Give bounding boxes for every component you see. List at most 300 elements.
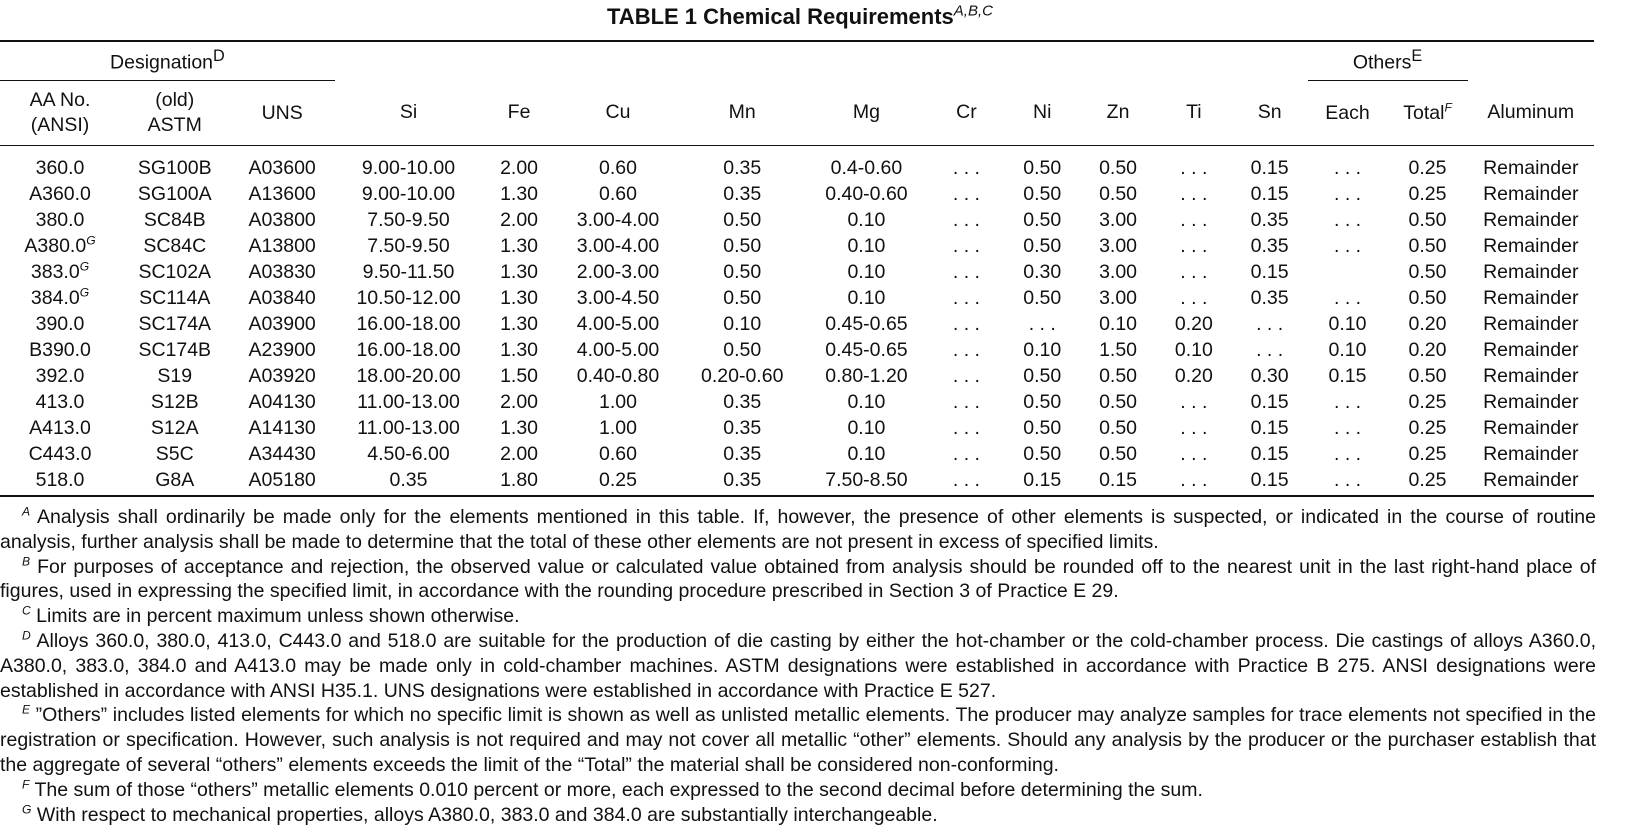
cell-aa bbox=[0, 233, 120, 259]
column-header-al-line1: Aluminum bbox=[1487, 101, 1575, 124]
cell-total bbox=[1388, 181, 1468, 207]
cell-al bbox=[1468, 285, 1594, 311]
cell-si bbox=[335, 181, 482, 207]
cell-cu bbox=[556, 259, 680, 285]
cell-total-value: 0.20 bbox=[1408, 313, 1447, 335]
cell-ni bbox=[1004, 311, 1080, 337]
cell-uns bbox=[230, 207, 335, 233]
cell-aa-value: 392.0 bbox=[35, 365, 85, 387]
cell-sn-value: 0.35 bbox=[1250, 287, 1289, 309]
column-header-sn-line1: Sn bbox=[1257, 101, 1282, 124]
cell-ni-value: 0.50 bbox=[1023, 235, 1062, 257]
cell-uns-value: A03800 bbox=[248, 209, 316, 231]
cell-zn bbox=[1080, 207, 1156, 233]
cell-astm bbox=[120, 207, 229, 233]
cell-total bbox=[1388, 415, 1468, 441]
cell-al bbox=[1468, 441, 1594, 467]
column-header-mn-line1: Mn bbox=[728, 101, 756, 124]
cell-al bbox=[1468, 311, 1594, 337]
cell-si-value: 4.50-6.00 bbox=[367, 443, 450, 465]
cell-si-value: 16.00-18.00 bbox=[356, 339, 461, 361]
cell-cu bbox=[556, 415, 680, 441]
cell-uns-value: A03600 bbox=[248, 157, 316, 179]
cell-astm-value: S12B bbox=[150, 391, 199, 413]
cell-total bbox=[1388, 259, 1468, 285]
cell-zn bbox=[1080, 389, 1156, 415]
cell-each bbox=[1308, 337, 1388, 363]
cell-fe bbox=[482, 233, 556, 259]
cell-si bbox=[335, 337, 482, 363]
cell-zn-value: 3.00 bbox=[1099, 287, 1138, 309]
table-row bbox=[0, 363, 1594, 389]
cell-sn bbox=[1232, 311, 1308, 337]
cell-ti bbox=[1156, 415, 1232, 441]
footnote-g bbox=[0, 803, 1596, 828]
cell-ti bbox=[1156, 337, 1232, 363]
cell-cr-value: . . . bbox=[952, 443, 980, 465]
cell-uns bbox=[230, 389, 335, 415]
cell-fe-value: 1.30 bbox=[500, 183, 539, 205]
cell-total bbox=[1388, 467, 1468, 496]
cell-total bbox=[1388, 146, 1468, 182]
cell-each bbox=[1308, 467, 1388, 496]
cell-each-value: . . . bbox=[1333, 157, 1362, 179]
column-header-fe bbox=[482, 81, 556, 146]
cell-ni bbox=[1004, 259, 1080, 285]
cell-total-value: 0.25 bbox=[1408, 183, 1447, 205]
cell-cu bbox=[556, 146, 680, 182]
cell-ni bbox=[1004, 467, 1080, 496]
cell-fe-value: 1.30 bbox=[500, 417, 539, 439]
cell-each bbox=[1308, 441, 1388, 467]
cell-ti-value: . . . bbox=[1180, 261, 1208, 283]
cell-cr bbox=[929, 181, 1005, 207]
cell-cr bbox=[929, 415, 1005, 441]
cell-mg-value: 0.4-0.60 bbox=[830, 157, 903, 179]
column-header-each-line1: Each bbox=[1325, 101, 1370, 124]
cell-ti bbox=[1156, 389, 1232, 415]
cell-ti-value: 0.20 bbox=[1174, 313, 1213, 335]
cell-si bbox=[335, 363, 482, 389]
column-header-uns bbox=[230, 81, 335, 146]
cell-fe-value: 1.30 bbox=[500, 339, 539, 361]
cell-cu bbox=[556, 207, 680, 233]
cell-al-value: Remainder bbox=[1483, 261, 1579, 283]
cell-mn-value: 0.50 bbox=[723, 339, 762, 361]
cell-mn bbox=[680, 415, 804, 441]
cell-si bbox=[335, 467, 482, 496]
cell-aa bbox=[0, 467, 120, 496]
cell-al-value: Remainder bbox=[1483, 235, 1579, 257]
cell-cu-value: 4.00-5.00 bbox=[576, 339, 660, 361]
cell-mn-value: 0.35 bbox=[723, 157, 762, 179]
cell-sn-value: 0.15 bbox=[1250, 391, 1289, 413]
cell-al bbox=[1468, 389, 1594, 415]
cell-ti bbox=[1156, 285, 1232, 311]
cell-al-value: Remainder bbox=[1483, 287, 1579, 309]
cell-si-value: 0.35 bbox=[389, 469, 428, 491]
cell-aa-value: A380.0 bbox=[24, 235, 87, 257]
column-header-mn bbox=[680, 81, 804, 146]
cell-al-value: Remainder bbox=[1483, 339, 1579, 361]
table-row bbox=[0, 311, 1594, 337]
column-header-cu-line1: Cu bbox=[605, 101, 631, 124]
footnote-text: Limits are in percent maximum unless shown otherwise. bbox=[30, 605, 520, 628]
cell-ti-value: . . . bbox=[1180, 209, 1208, 231]
cell-sn bbox=[1232, 337, 1308, 363]
cell-mn bbox=[680, 181, 804, 207]
others-group-header bbox=[1308, 41, 1468, 81]
cell-uns-value: A34430 bbox=[248, 443, 316, 465]
header-group-row bbox=[0, 41, 1594, 81]
cell-al bbox=[1468, 181, 1594, 207]
footnote-mark: E bbox=[22, 702, 31, 717]
cell-astm-value: S12A bbox=[150, 417, 199, 439]
cell-mn-value: 0.35 bbox=[723, 183, 762, 205]
cell-total bbox=[1388, 207, 1468, 233]
table-row bbox=[0, 259, 1594, 285]
column-header-ti-line1: Ti bbox=[1186, 101, 1202, 124]
footnote-mark: G bbox=[22, 802, 32, 817]
cell-cr bbox=[929, 285, 1005, 311]
table-row bbox=[0, 467, 1594, 496]
cell-ti-value: . . . bbox=[1180, 157, 1208, 179]
cell-sn bbox=[1232, 146, 1308, 182]
table-row bbox=[0, 389, 1594, 415]
cell-ni bbox=[1004, 181, 1080, 207]
cell-si bbox=[335, 146, 482, 182]
cell-uns bbox=[230, 337, 335, 363]
table-row bbox=[0, 233, 1594, 259]
cell-zn-value: 0.50 bbox=[1099, 365, 1138, 387]
cell-sn-value: 0.15 bbox=[1250, 443, 1289, 465]
cell-ni bbox=[1004, 207, 1080, 233]
cell-al-value: Remainder bbox=[1483, 469, 1579, 491]
column-header-astm-line1: (old) bbox=[155, 89, 195, 111]
cell-fe bbox=[482, 467, 556, 496]
footnote-mark: C bbox=[22, 603, 31, 618]
cell-uns-value: A23900 bbox=[248, 339, 316, 361]
cell-sn-value: 0.15 bbox=[1250, 261, 1289, 283]
cell-uns bbox=[230, 259, 335, 285]
chemical-requirements-table bbox=[0, 40, 1594, 497]
cell-total-value: 0.50 bbox=[1408, 209, 1447, 231]
table-title-footnote-marks: A,B,C bbox=[953, 2, 993, 20]
cell-mg-value: 0.45-0.65 bbox=[825, 339, 908, 361]
cell-zn-value: 0.15 bbox=[1099, 469, 1138, 491]
cell-astm bbox=[120, 285, 229, 311]
cell-cu bbox=[556, 363, 680, 389]
cell-sn bbox=[1232, 259, 1308, 285]
footnote-d bbox=[0, 629, 1596, 703]
cell-ti-value: 0.10 bbox=[1174, 339, 1213, 361]
cell-sn bbox=[1232, 207, 1308, 233]
cell-cu-value: 0.60 bbox=[599, 183, 637, 205]
column-header-astm bbox=[120, 81, 229, 146]
cell-aa bbox=[0, 441, 120, 467]
cell-fe bbox=[482, 285, 556, 311]
cell-cr bbox=[929, 207, 1005, 233]
cell-astm-value: SC102A bbox=[138, 261, 212, 283]
cell-cu-value: 0.40-0.80 bbox=[576, 365, 660, 387]
cell-cu bbox=[556, 337, 680, 363]
footnote-text: Analysis shall ordinarily be made only for the elements mentioned in this table. If, however, the presence of other elements is suspected, or indicated in the course of routine analysis, further analysis shall be made to determine that the total of these other elements are not present in excess of specified limits. bbox=[0, 506, 1596, 553]
cell-uns-value: A13600 bbox=[248, 183, 316, 205]
cell-ni bbox=[1004, 146, 1080, 182]
cell-aa bbox=[0, 146, 120, 182]
cell-ni-value: 0.50 bbox=[1023, 365, 1062, 387]
cell-mn bbox=[680, 389, 804, 415]
cell-fe-value: 1.30 bbox=[500, 287, 539, 309]
cell-al bbox=[1468, 337, 1594, 363]
cell-si bbox=[335, 259, 482, 285]
cell-cu bbox=[556, 233, 680, 259]
cell-ti bbox=[1156, 207, 1232, 233]
cell-each-value: . . . bbox=[1333, 235, 1362, 257]
cell-mg bbox=[804, 363, 928, 389]
column-header-al bbox=[1468, 81, 1594, 146]
table-row bbox=[0, 441, 1594, 467]
cell-al bbox=[1468, 363, 1594, 389]
cell-zn bbox=[1080, 363, 1156, 389]
cell-aa bbox=[0, 363, 120, 389]
cell-fe-value: 1.30 bbox=[500, 313, 539, 335]
cell-cr bbox=[929, 363, 1005, 389]
designation-group-label: Designation bbox=[110, 51, 214, 74]
cell-each-value: . . . bbox=[1333, 443, 1362, 465]
cell-mn bbox=[680, 233, 804, 259]
cell-total-value: 0.25 bbox=[1408, 417, 1447, 439]
cell-each bbox=[1308, 363, 1388, 389]
cell-cr-value: . . . bbox=[952, 261, 980, 283]
cell-fe bbox=[482, 389, 556, 415]
cell-astm bbox=[120, 311, 229, 337]
cell-ni bbox=[1004, 363, 1080, 389]
cell-cr-value: . . . bbox=[952, 417, 980, 439]
cell-aa-value: 518.0 bbox=[35, 469, 85, 491]
cell-uns bbox=[230, 146, 335, 182]
cell-mn bbox=[680, 441, 804, 467]
cell-mn-value: 0.35 bbox=[723, 443, 762, 465]
cell-ti bbox=[1156, 146, 1232, 182]
cell-astm bbox=[120, 467, 229, 496]
cell-aa-footnote-mark: G bbox=[86, 233, 96, 248]
cell-si bbox=[335, 233, 482, 259]
cell-si-value: 11.00-13.00 bbox=[357, 391, 460, 413]
cell-mn bbox=[680, 207, 804, 233]
cell-aa-value: A413.0 bbox=[29, 417, 91, 439]
cell-mn-value: 0.50 bbox=[723, 209, 762, 231]
cell-astm-value: SC84B bbox=[143, 209, 206, 231]
cell-mg bbox=[804, 233, 928, 259]
designation-footnote-mark: D bbox=[213, 47, 225, 66]
cell-total-value: 0.50 bbox=[1408, 261, 1447, 283]
cell-si-value: 10.50-12.00 bbox=[356, 287, 461, 309]
cell-zn bbox=[1080, 337, 1156, 363]
cell-al-value: Remainder bbox=[1483, 365, 1579, 387]
footnote-a bbox=[0, 505, 1596, 555]
cell-mg-value: 7.50-8.50 bbox=[825, 469, 908, 491]
cell-zn-value: 1.50 bbox=[1099, 339, 1138, 361]
cell-mg-value: 0.10 bbox=[847, 443, 886, 465]
cell-zn bbox=[1080, 181, 1156, 207]
column-header-aa-line2: (ANSI) bbox=[30, 114, 90, 136]
cell-sn-value: 0.15 bbox=[1250, 469, 1289, 491]
column-header-si-line1: Si bbox=[399, 101, 418, 124]
cell-cu bbox=[556, 389, 680, 415]
cell-si-value: 16.00-18.00 bbox=[356, 313, 461, 335]
column-header-zn-line1: Zn bbox=[1106, 101, 1130, 124]
cell-sn-value: . . . bbox=[1256, 339, 1284, 361]
cell-sn bbox=[1232, 181, 1308, 207]
cell-zn bbox=[1080, 441, 1156, 467]
cell-ni-value: 0.50 bbox=[1023, 183, 1062, 205]
footnote-text: ”Others” includes listed elements for which no specific limit is shown as well as unlisted metallic elements. The producer may analyze samples for trace elements not specified in the registration or specification. However, such analysis is not required and may not cover all metallic “other” elements. Should any analysis by the producer or the purchaser establish that the aggregate of several “others” elements exceeds the limit of the “Total” the material shall be considered non-conforming. bbox=[0, 704, 1596, 776]
cell-mn-value: 0.50 bbox=[723, 261, 762, 283]
cell-total-value: 0.25 bbox=[1408, 157, 1447, 179]
cell-uns-value: A05180 bbox=[248, 469, 316, 491]
cell-zn bbox=[1080, 233, 1156, 259]
cell-sn-value: 0.15 bbox=[1250, 183, 1289, 205]
column-header-total-footnote-mark: F bbox=[1444, 100, 1452, 114]
cell-sn-value: 0.30 bbox=[1250, 365, 1289, 387]
cell-uns-value: A03840 bbox=[248, 287, 316, 309]
cell-cr-value: . . . bbox=[952, 235, 980, 257]
cell-si-value: 9.50-11.50 bbox=[362, 261, 455, 283]
cell-aa bbox=[0, 207, 120, 233]
cell-astm bbox=[120, 233, 229, 259]
cell-uns bbox=[230, 311, 335, 337]
cell-al bbox=[1468, 467, 1594, 496]
cell-mg bbox=[804, 181, 928, 207]
cell-mn bbox=[680, 259, 804, 285]
cell-zn bbox=[1080, 415, 1156, 441]
cell-si bbox=[335, 441, 482, 467]
table-row bbox=[0, 285, 1594, 311]
cell-ni bbox=[1004, 441, 1080, 467]
cell-fe-value: 2.00 bbox=[500, 391, 539, 413]
cell-total-value: 0.50 bbox=[1408, 287, 1447, 309]
cell-cu-value: 4.00-5.00 bbox=[576, 313, 660, 335]
cell-astm-value: S5C bbox=[155, 443, 194, 465]
chemical-requirements-table-wrap bbox=[0, 40, 1594, 497]
cell-astm bbox=[120, 415, 229, 441]
cell-cu bbox=[556, 311, 680, 337]
cell-ni-value: . . . bbox=[1028, 313, 1056, 335]
cell-zn bbox=[1080, 146, 1156, 182]
column-header-si bbox=[335, 81, 482, 146]
cell-astm-value: SC174A bbox=[138, 313, 212, 335]
cell-zn-value: 3.00 bbox=[1099, 261, 1138, 283]
cell-ti-value: . . . bbox=[1180, 417, 1208, 439]
cell-cu-value: 3.00-4.50 bbox=[576, 287, 660, 309]
cell-sn-value: 0.35 bbox=[1250, 235, 1289, 257]
cell-ti bbox=[1156, 311, 1232, 337]
cell-uns-value: A04130 bbox=[248, 391, 316, 413]
cell-each bbox=[1308, 181, 1388, 207]
cell-mn-value: 0.35 bbox=[723, 469, 762, 491]
cell-sn bbox=[1232, 441, 1308, 467]
cell-zn bbox=[1080, 259, 1156, 285]
footnote-text: The sum of those “others” metallic elements 0.010 percent or more, each expressed to the second decimal before determining the sum. bbox=[29, 778, 1203, 801]
cell-uns-value: A03920 bbox=[248, 365, 316, 387]
cell-aa bbox=[0, 415, 120, 441]
cell-astm-value: SG100A bbox=[137, 183, 212, 205]
table-row bbox=[0, 415, 1594, 441]
cell-zn-value: 0.50 bbox=[1099, 183, 1138, 205]
cell-each bbox=[1308, 311, 1388, 337]
cell-ni bbox=[1004, 389, 1080, 415]
cell-cr bbox=[929, 467, 1005, 496]
cell-sn-value: 0.15 bbox=[1250, 157, 1289, 179]
cell-si-value: 7.50-9.50 bbox=[367, 209, 450, 231]
cell-ni-value: 0.50 bbox=[1023, 443, 1062, 465]
cell-each-value: 0.10 bbox=[1328, 339, 1367, 361]
table-row bbox=[0, 181, 1594, 207]
cell-mn-value: 0.50 bbox=[723, 287, 762, 309]
cell-cu bbox=[556, 181, 680, 207]
column-header-fe-line1: Fe bbox=[507, 101, 531, 124]
cell-si-value: 18.00-20.00 bbox=[356, 365, 461, 387]
cell-total-value: 0.25 bbox=[1408, 391, 1447, 413]
cell-si-value: 7.50-9.50 bbox=[367, 235, 450, 257]
cell-zn-value: 0.10 bbox=[1099, 313, 1138, 335]
cell-aa-value: 384.0 bbox=[30, 287, 80, 309]
cell-each bbox=[1308, 285, 1388, 311]
footnotes bbox=[0, 505, 1596, 827]
table-title-text: TABLE 1 Chemical Requirements bbox=[607, 4, 954, 29]
cell-cu-value: 2.00-3.00 bbox=[576, 261, 660, 283]
cell-each bbox=[1308, 207, 1388, 233]
footnote-mark: F bbox=[22, 777, 30, 792]
cell-ti-value: 0.20 bbox=[1174, 365, 1213, 387]
cell-aa bbox=[0, 285, 120, 311]
footnote-text: With respect to mechanical properties, alloys A380.0, 383.0 and 384.0 are substantially interchangeable. bbox=[31, 803, 938, 826]
cell-zn-value: 3.00 bbox=[1099, 209, 1138, 231]
cell-mn bbox=[680, 363, 804, 389]
cell-each bbox=[1308, 389, 1388, 415]
cell-cr-value: . . . bbox=[952, 365, 980, 387]
footnote-mark: D bbox=[22, 628, 31, 643]
cell-sn bbox=[1232, 467, 1308, 496]
cell-zn-value: 0.50 bbox=[1099, 443, 1138, 465]
cell-cu-value: 1.00 bbox=[599, 391, 637, 413]
table-title bbox=[0, 2, 1600, 32]
cell-al-value: Remainder bbox=[1483, 313, 1579, 335]
cell-fe bbox=[482, 311, 556, 337]
cell-al bbox=[1468, 233, 1594, 259]
cell-uns bbox=[230, 285, 335, 311]
others-footnote-mark: E bbox=[1411, 47, 1423, 66]
cell-aa bbox=[0, 311, 120, 337]
cell-total bbox=[1388, 363, 1468, 389]
column-header-zn bbox=[1080, 81, 1156, 146]
cell-mg bbox=[804, 146, 928, 182]
cell-fe bbox=[482, 207, 556, 233]
cell-each-value: . . . bbox=[1333, 183, 1362, 205]
cell-fe-value: 1.50 bbox=[500, 365, 539, 387]
cell-mg bbox=[804, 441, 928, 467]
cell-cr-value: . . . bbox=[952, 209, 980, 231]
cell-mn-value: 0.50 bbox=[723, 235, 762, 257]
cell-fe bbox=[482, 415, 556, 441]
cell-si-value: 11.00-13.00 bbox=[357, 417, 460, 439]
cell-ni-value: 0.50 bbox=[1023, 417, 1062, 439]
footnote-c bbox=[0, 604, 1596, 629]
cell-cu bbox=[556, 467, 680, 496]
cell-uns bbox=[230, 363, 335, 389]
cell-each-value: . . . bbox=[1333, 209, 1362, 231]
